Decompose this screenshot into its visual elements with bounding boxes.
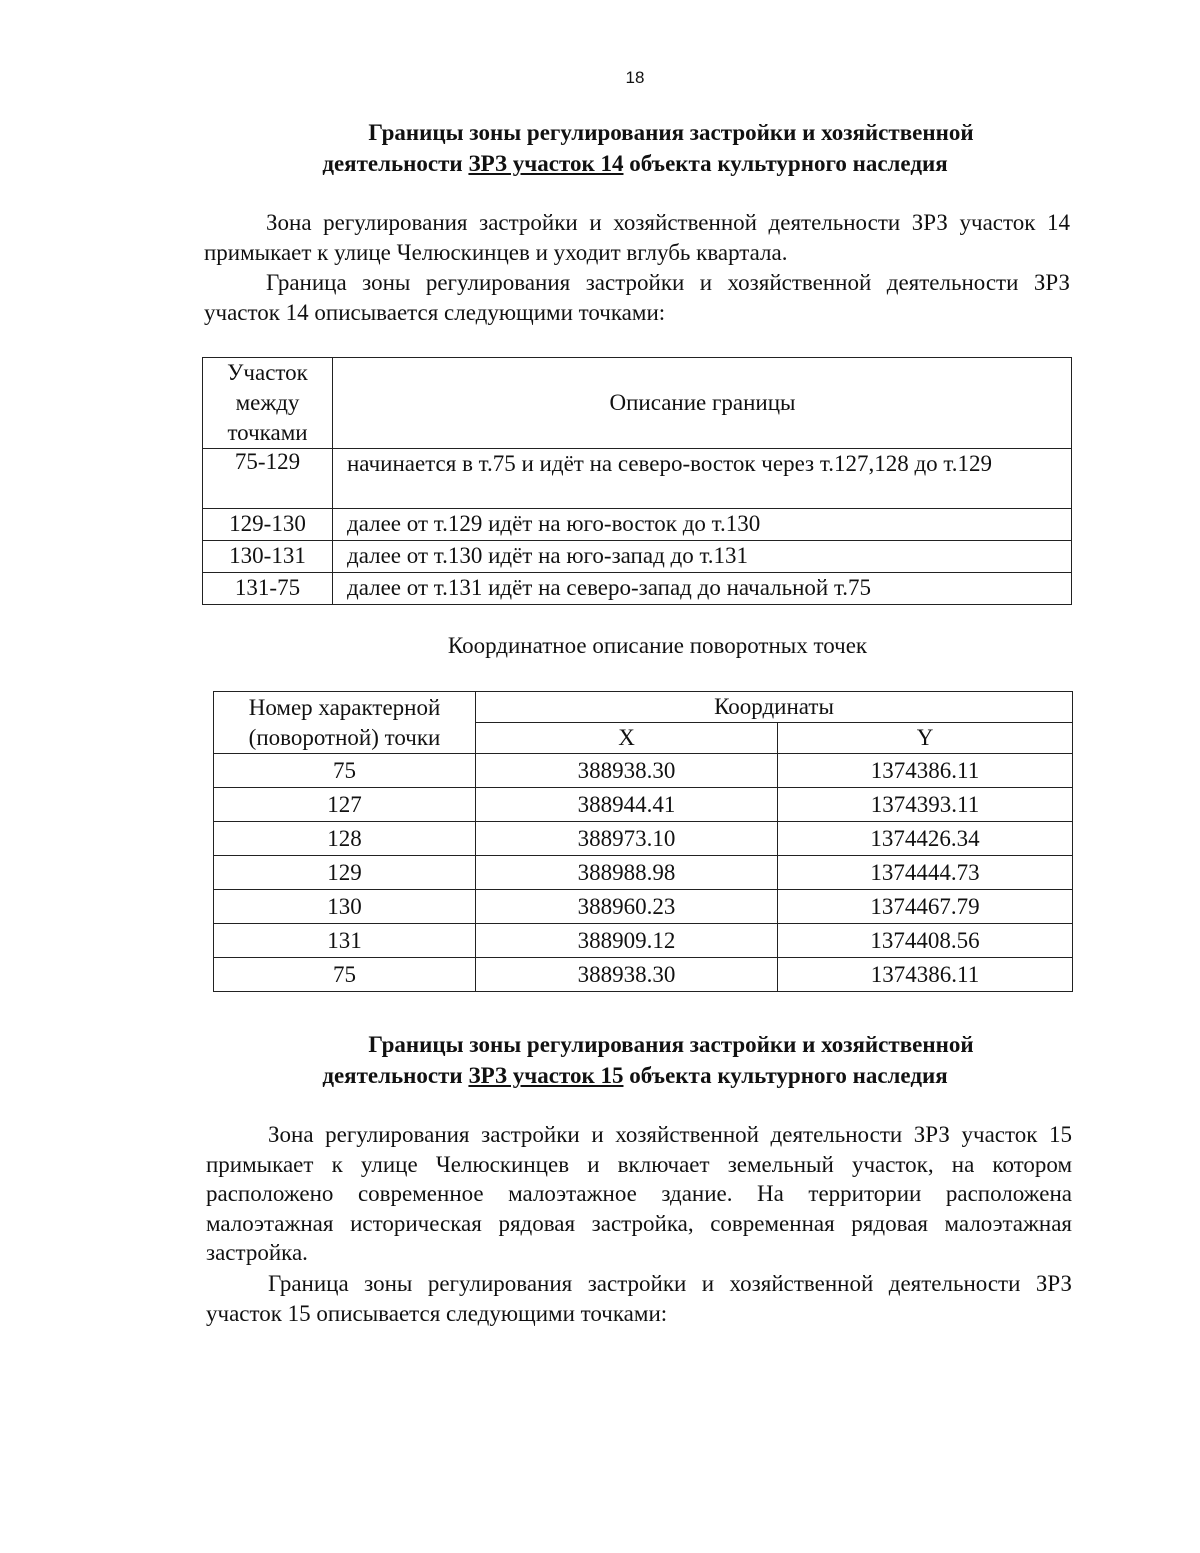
section-15-paragraph-1: Зона регулирования застройки и хозяйственной деятельности ЗРЗ участок 15 примыкает к улице Челюскинцев и включает земельный участок, на котором расположено современное малоэтажное здание. На территории расположена малоэтажная историческая рядовая застройка, современная рядовая малоэтажная застройка. (206, 1122, 1072, 1265)
section-14-heading (200, 117, 1070, 179)
y-cell: 1374426.34 (778, 822, 1073, 856)
table-row (203, 573, 1072, 605)
x-cell: 388960.23 (476, 890, 778, 924)
table-row (203, 509, 1072, 541)
description-cell: начинается в т.75 и идёт на северо-восток через т.127,128 до т.129 (333, 449, 1072, 509)
table-header-row (214, 692, 1073, 723)
description-cell: далее от т.129 идёт на юго-восток до т.130 (333, 509, 1072, 541)
heading-prefix: деятельности (322, 1063, 469, 1088)
boundary-description-table (202, 357, 1072, 605)
point-cell: 75 (214, 754, 476, 788)
section-14-paragraph-1: Зона регулирования застройки и хозяйственной деятельности ЗРЗ участок 14 примыкает к улице Челюскинцев и уходит вглубь квартала. (204, 210, 1070, 265)
x-cell: 388909.12 (476, 924, 778, 958)
heading-suffix: объекта культурного наследия (623, 151, 948, 176)
table-row (214, 924, 1073, 958)
x-cell: 388973.10 (476, 822, 778, 856)
point-cell: 129 (214, 856, 476, 890)
table-row (214, 856, 1073, 890)
coords-caption: Координатное описание поворотных точек (447, 633, 868, 658)
table-row (214, 822, 1073, 856)
header-point-number: Номер характерной (поворотной) точки (214, 692, 476, 754)
coordinates-table (213, 691, 1073, 992)
header-y: Y (778, 723, 1073, 754)
table-row (214, 890, 1073, 924)
header-segment: Участок между точками (203, 358, 333, 449)
x-cell: 388944.41 (476, 788, 778, 822)
header-description: Описание границы (333, 358, 1072, 449)
x-cell: 388938.30 (476, 754, 778, 788)
point-cell: 127 (214, 788, 476, 822)
heading-suffix: объекта культурного наследия (623, 1063, 948, 1088)
table-row (203, 541, 1072, 573)
x-cell: 388988.98 (476, 856, 778, 890)
section-15-heading-line1: Границы зоны регулирования застройки и хозяйственной (368, 1032, 974, 1057)
x-cell: 388938.30 (476, 958, 778, 992)
segment-cell: 75-129 (203, 449, 333, 509)
section-15-heading (200, 1029, 1070, 1091)
point-cell: 130 (214, 890, 476, 924)
point-cell: 75 (214, 958, 476, 992)
segment-cell: 131-75 (203, 573, 333, 605)
section-15-paragraph-2: Граница зоны регулирования застройки и хозяйственной деятельности ЗРЗ участок 15 описывается следующими точками: (206, 1271, 1072, 1326)
table-row (214, 754, 1073, 788)
section-14-heading-line2 (200, 148, 1070, 179)
section-14-paragraph-2: Граница зоны регулирования застройки и хозяйственной деятельности ЗРЗ участок 14 описывается следующими точками: (204, 270, 1070, 325)
header-coordinates: Координаты (476, 692, 1073, 723)
y-cell: 1374386.11 (778, 958, 1073, 992)
table-row (214, 958, 1073, 992)
table-row (214, 788, 1073, 822)
description-cell: далее от т.131 идёт на северо-запад до начальной т.75 (333, 573, 1072, 605)
y-cell: 1374386.11 (778, 754, 1073, 788)
zone-name-underlined: ЗРЗ участок 14 (468, 151, 624, 176)
section-15-heading-line2 (200, 1060, 1070, 1091)
section-14-heading-line1: Границы зоны регулирования застройки и хозяйственной (368, 120, 974, 145)
zone-name-underlined: ЗРЗ участок 15 (468, 1063, 624, 1088)
header-x: X (476, 723, 778, 754)
heading-prefix: деятельности (322, 151, 469, 176)
y-cell: 1374393.11 (778, 788, 1073, 822)
segment-cell: 130-131 (203, 541, 333, 573)
segment-cell: 129-130 (203, 509, 333, 541)
table-header-row (203, 358, 1072, 449)
page-number: 18 (625, 68, 645, 87)
point-cell: 128 (214, 822, 476, 856)
table-row (203, 449, 1072, 509)
description-cell: далее от т.130 идёт на юго-запад до т.131 (333, 541, 1072, 573)
y-cell: 1374444.73 (778, 856, 1073, 890)
y-cell: 1374408.56 (778, 924, 1073, 958)
y-cell: 1374467.79 (778, 890, 1073, 924)
point-cell: 131 (214, 924, 476, 958)
